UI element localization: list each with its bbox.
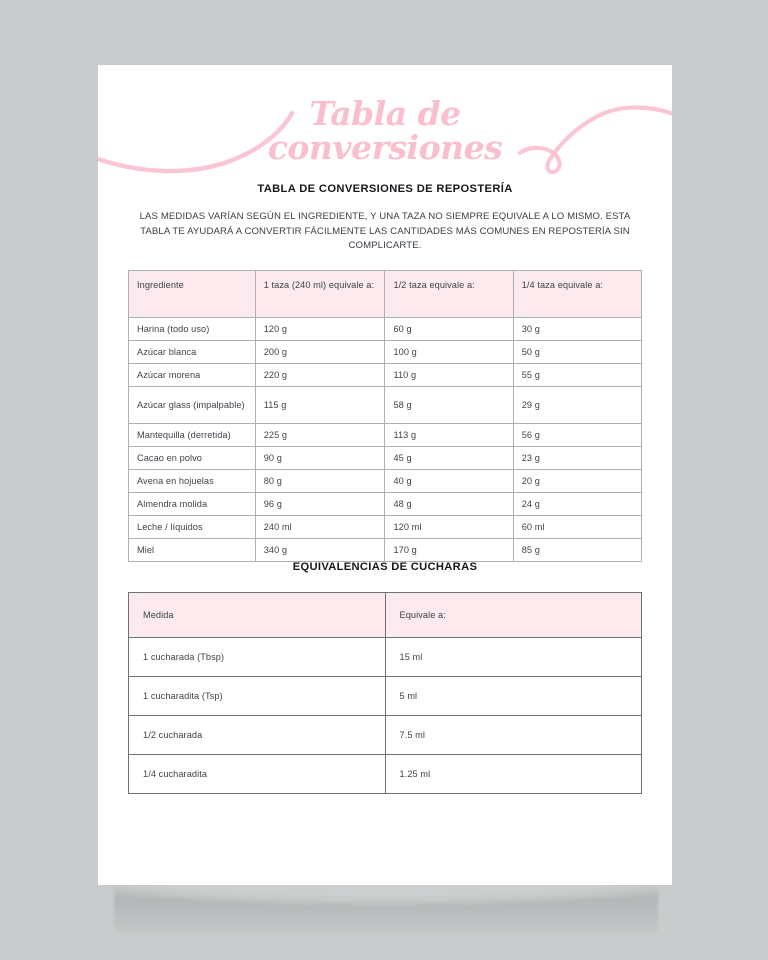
- cell-ingredient: Cacao en polvo: [129, 447, 256, 470]
- column-header-ingrediente: Ingrediente: [129, 271, 256, 318]
- cell-ingredient: Harina (todo uso): [129, 318, 256, 341]
- cell-measure: 1 cucharada (Tbsp): [129, 638, 386, 677]
- cell-half-cup: 45 g: [385, 447, 513, 470]
- table-row: [129, 470, 642, 493]
- column-header-medida: Medida: [129, 593, 386, 638]
- cell-ingredient: Avena en hojuelas: [129, 470, 256, 493]
- cell-quarter-cup: 56 g: [513, 424, 641, 447]
- cell-equivalent: 7.5 ml: [385, 716, 642, 755]
- cell-ingredient: Azúcar morena: [129, 364, 256, 387]
- table-row: [129, 755, 642, 794]
- cell-quarter-cup: 29 g: [513, 387, 641, 424]
- cell-quarter-cup: 20 g: [513, 470, 641, 493]
- cell-cup: 80 g: [255, 470, 385, 493]
- cell-half-cup: 113 g: [385, 424, 513, 447]
- cell-half-cup: 58 g: [385, 387, 513, 424]
- cell-half-cup: 170 g: [385, 539, 513, 562]
- page-drop-shadow: [114, 880, 658, 932]
- table-row: [129, 447, 642, 470]
- document-heading: TABLA DE CONVERSIONES DE REPOSTERÍA: [257, 183, 513, 195]
- cell-equivalent: 15 ml: [385, 638, 642, 677]
- document-intro-text: LAS MEDIDAS VARÍAN SEGÚN EL INGREDIENTE, Y UNA TAZA NO SIEMPRE EQUIVALE A LO MISMO. ESTA TABLA TE AYUDARÁ A CONVERTIR FÁCILMENTE LAS CANTIDADES MÁS COMUNES EN REPOSTERÍA SIN COMPLICARTE.: [139, 211, 631, 251]
- cell-measure: 1/2 cucharada: [129, 716, 386, 755]
- cell-equivalent: 5 ml: [385, 677, 642, 716]
- cell-quarter-cup: 50 g: [513, 341, 641, 364]
- cell-cup: 340 g: [255, 539, 385, 562]
- cell-half-cup: 100 g: [385, 341, 513, 364]
- cell-quarter-cup: 55 g: [513, 364, 641, 387]
- cell-ingredient: Leche / líquidos: [129, 516, 256, 539]
- document-page: [98, 65, 672, 885]
- cell-half-cup: 110 g: [385, 364, 513, 387]
- table-row: [129, 716, 642, 755]
- cell-half-cup: 120 ml: [385, 516, 513, 539]
- table-row: [129, 516, 642, 539]
- cell-cup: 120 g: [255, 318, 385, 341]
- cell-measure: 1/4 cucharadita: [129, 755, 386, 794]
- cell-cup: 200 g: [255, 341, 385, 364]
- table-row: [129, 677, 642, 716]
- cell-ingredient: Azúcar glass (impalpable): [129, 387, 256, 424]
- table-row: [129, 638, 642, 677]
- cell-quarter-cup: 85 g: [513, 539, 641, 562]
- cell-cup: 240 ml: [255, 516, 385, 539]
- table-row: [129, 424, 642, 447]
- table-row: [129, 387, 642, 424]
- spoons-equivalence-table: [128, 592, 642, 794]
- table-row: [129, 318, 642, 341]
- cell-cup: 115 g: [255, 387, 385, 424]
- cell-measure: 1 cucharadita (Tsp): [129, 677, 386, 716]
- table-header-row: [129, 271, 642, 318]
- table-row: [129, 341, 642, 364]
- page-title: [98, 94, 672, 167]
- column-header-cuarto-taza: 1/4 taza equivale a:: [513, 271, 641, 318]
- section-heading-cucharas: EQUIVALENCIAS DE CUCHARAS: [292, 561, 478, 573]
- table-row: [129, 539, 642, 562]
- title-line-2: conversiones: [267, 128, 503, 167]
- cell-cup: 90 g: [255, 447, 385, 470]
- column-header-1-taza: 1 taza (240 ml) equivale a:: [255, 271, 385, 318]
- cell-ingredient: Almendra molida: [129, 493, 256, 516]
- table-header-row: [129, 593, 642, 638]
- cell-ingredient: Mantequilla (derretida): [129, 424, 256, 447]
- column-header-media-taza: 1/2 taza equivale a:: [385, 271, 513, 318]
- cell-cup: 220 g: [255, 364, 385, 387]
- cell-cup: 96 g: [255, 493, 385, 516]
- cell-ingredient: Azúcar blanca: [129, 341, 256, 364]
- cell-half-cup: 60 g: [385, 318, 513, 341]
- conversions-table: [128, 270, 642, 562]
- cell-equivalent: 1.25 ml: [385, 755, 642, 794]
- cell-quarter-cup: 30 g: [513, 318, 641, 341]
- table-row: [129, 364, 642, 387]
- cell-half-cup: 40 g: [385, 470, 513, 493]
- cell-cup: 225 g: [255, 424, 385, 447]
- title-line-1: Tabla de: [309, 94, 461, 133]
- table-row: [129, 493, 642, 516]
- cell-half-cup: 48 g: [385, 493, 513, 516]
- cell-quarter-cup: 60 ml: [513, 516, 641, 539]
- column-header-equivale: Equivale a:: [385, 593, 642, 638]
- cell-quarter-cup: 23 g: [513, 447, 641, 470]
- cell-quarter-cup: 24 g: [513, 493, 641, 516]
- cell-ingredient: Miel: [129, 539, 256, 562]
